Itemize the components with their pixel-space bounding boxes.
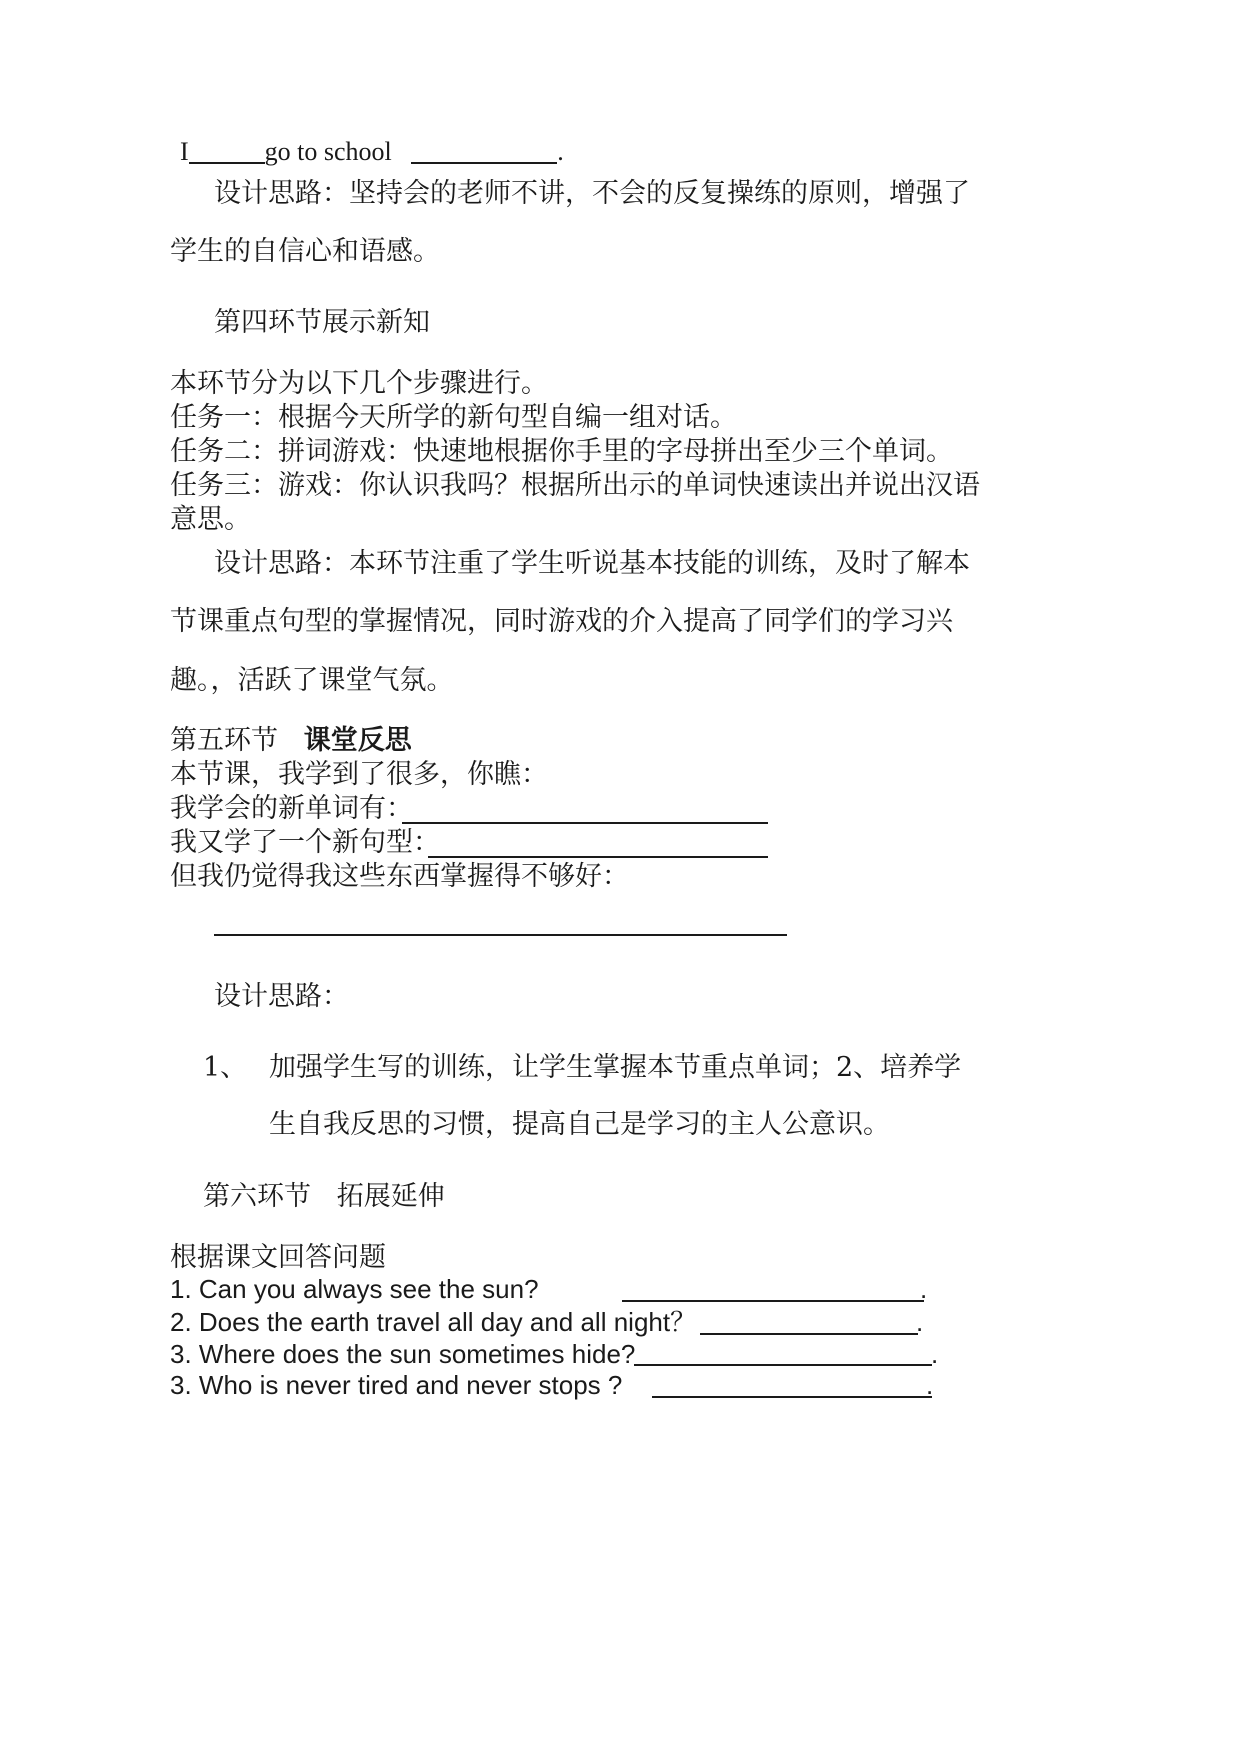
question-1-text: 1. Can you always see the sun? [170, 1274, 539, 1304]
section4-task3-line1: 任务三：游戏：你认识我吗？根据所出示的单词快速读出并说出汉语 [170, 470, 980, 501]
section5-words-label: 我学会的新单词有： [170, 793, 413, 824]
answer-line-3[interactable] [634, 1364, 932, 1366]
design-3-item-line1: 加强学生写的训练，让学生掌握本节重点单词；2、培养学 [269, 1052, 962, 1083]
section6-intro: 根据课文回答问题 [170, 1242, 386, 1273]
section4-task3-line2: 意思。 [170, 504, 251, 535]
section6-heading-title: 拓展延伸 [336, 1181, 445, 1212]
answer-line-2[interactable] [700, 1333, 918, 1335]
question-1 [170, 1272, 539, 1306]
section5-heading [170, 724, 412, 758]
fill-sentence [180, 134, 564, 169]
answer-line-1[interactable] [622, 1300, 924, 1302]
section4-heading: 第四环节展示新知 [214, 307, 430, 338]
answer-line-4[interactable] [652, 1396, 932, 1398]
section5-weak-label: 但我仍觉得我这些东西掌握得不够好： [170, 861, 629, 892]
design-2-line3: 趣。，活跃了课堂气氛。 [170, 665, 454, 696]
question-2 [170, 1305, 696, 1339]
design-3-item-line2: 生自我反思的习惯，提高自己是学习的主人公意识。 [269, 1109, 890, 1140]
question-3-text: 3. Where does the sun sometimes hide? [170, 1339, 636, 1369]
question-4-text: 3. Who is never tired and never stops ? [170, 1370, 623, 1400]
design-3-label: 设计思路： [214, 981, 349, 1012]
weak-answer-line[interactable] [214, 934, 787, 936]
section5-intro: 本节课，我学到了很多，你瞧： [170, 759, 548, 790]
pattern-answer-line[interactable] [428, 856, 768, 858]
section5-heading-prefix: 第五环节 [170, 725, 278, 756]
design-2-line2: 节课重点句型的掌握情况，同时游戏的介入提高了同学们的学习兴 [170, 606, 953, 637]
design-3-item-number: 1、 [203, 1052, 248, 1083]
fill-sentence-end: . [557, 137, 564, 166]
section6-heading [203, 1180, 445, 1214]
design-1-line1: 设计思路：坚持会的老师不讲，不会的反复操练的原则，增强了 [214, 178, 970, 209]
section5-pattern-label: 我又学了一个新句型： [170, 827, 440, 858]
design-2-line1: 设计思路：本环节注重了学生听说基本技能的训练，及时了解本 [214, 548, 970, 579]
section4-task1: 任务一：根据今天所学的新句型自编一组对话。 [170, 402, 737, 433]
design-1-line2: 学生的自信心和语感。 [170, 236, 440, 267]
question-4-end: . [926, 1370, 934, 1400]
question-2-end: . [916, 1307, 924, 1337]
fill-sentence-part1: I [180, 137, 189, 166]
section4-intro: 本环节分为以下几个步骤进行。 [170, 368, 548, 399]
words-answer-line[interactable] [402, 822, 768, 824]
question-4 [170, 1368, 622, 1402]
fill-sentence-part2: go to school [264, 137, 392, 166]
section6-heading-prefix: 第六环节 [203, 1181, 311, 1212]
question-1-end: . [920, 1274, 928, 1304]
fill-blank-1[interactable] [189, 134, 265, 164]
fill-blank-2[interactable] [411, 134, 557, 164]
question-2-text: 2. Does the earth travel all day and all night？ [170, 1307, 697, 1337]
question-3 [170, 1337, 635, 1371]
question-3-end: . [931, 1339, 939, 1369]
section5-heading-title: 课堂反思 [303, 725, 412, 756]
section4-task2: 任务二：拼词游戏：快速地根据你手里的字母拼出至少三个单词。 [170, 436, 953, 467]
